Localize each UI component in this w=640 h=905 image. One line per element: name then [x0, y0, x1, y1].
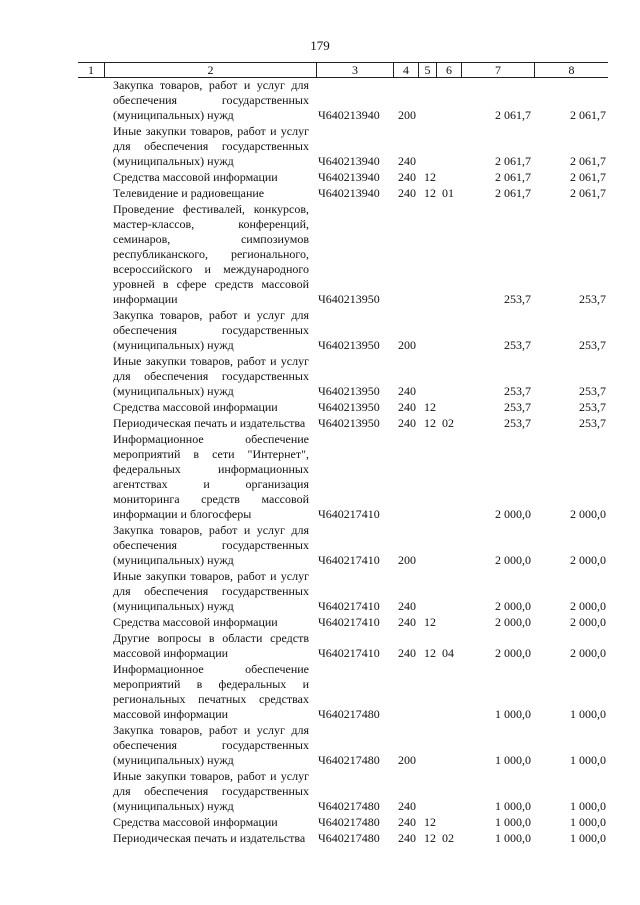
row-amount-2: 2 061,7: [570, 108, 606, 122]
row-code: Ч640217480: [318, 707, 380, 721]
row-amount-2: 2 000,0: [570, 507, 606, 521]
table-row: [78, 202, 608, 307]
column-header-5: 5: [424, 63, 431, 77]
table-row: [78, 354, 608, 399]
row-section: 12: [424, 186, 436, 200]
row-section: 12: [424, 831, 436, 845]
table-row: [78, 186, 608, 201]
row-name: Закупка товаров, работ и услуг для обеспечения государственных (муниципальных) нужд: [113, 723, 309, 767]
row-name: Средства массовой информации: [113, 400, 278, 414]
table-row: [78, 615, 608, 630]
row-expense-type: 200: [398, 338, 416, 352]
row-expense-type: 200: [398, 108, 416, 122]
table-row: [78, 769, 608, 814]
row-expense-type: 240: [398, 154, 416, 168]
row-amount-1: 2 061,7: [495, 154, 531, 168]
row-name: Другие вопросы в области средств массовой информации: [113, 631, 309, 660]
row-subsection: 02: [442, 416, 454, 430]
row-name: Периодическая печать и издательства: [113, 416, 306, 430]
row-amount-1: 2 000,0: [495, 615, 531, 629]
table-row: [78, 308, 608, 353]
column-header-6: 6: [446, 63, 452, 77]
row-code: Ч640217480: [318, 799, 380, 813]
row-amount-2: 2 061,7: [570, 170, 606, 184]
row-amount-2: 2 061,7: [570, 186, 606, 200]
table-row: [78, 569, 608, 614]
row-name: Закупка товаров, работ и услуг для обеспечения государственных (муниципальных) нужд: [113, 523, 309, 567]
row-code: Ч640213950: [318, 400, 380, 414]
row-amount-1: 2 000,0: [495, 507, 531, 521]
row-amount-1: 253,7: [504, 416, 531, 430]
column-header-4: 4: [403, 63, 409, 77]
row-section: 12: [424, 615, 436, 629]
row-amount-1: 2 000,0: [495, 646, 531, 660]
row-amount-2: 1 000,0: [570, 753, 606, 767]
table-row: [78, 662, 608, 722]
row-name: Информационное обеспечение мероприятий в федеральных и региональных печатных средствах массовой информации: [113, 662, 309, 721]
row-amount-1: 1 000,0: [495, 753, 531, 767]
row-section: 12: [424, 416, 436, 430]
row-name: Закупка товаров, работ и услуг для обеспечения государственных (муниципальных) нужд: [113, 308, 309, 352]
row-name: Средства массовой информации: [113, 170, 278, 184]
table-row: [78, 523, 608, 568]
row-amount-2: 2 000,0: [570, 599, 606, 613]
row-amount-2: 2 000,0: [570, 646, 606, 660]
row-code: Ч640213950: [318, 292, 380, 306]
row-expense-type: 240: [398, 815, 416, 829]
row-amount-2: 2 061,7: [570, 154, 606, 168]
table-row: [78, 124, 608, 169]
row-code: Ч640217410: [318, 553, 380, 567]
row-subsection: 01: [442, 186, 454, 200]
table-row: [78, 831, 608, 846]
row-expense-type: 240: [398, 831, 416, 845]
row-section: 12: [424, 646, 436, 660]
row-amount-2: 253,7: [579, 416, 606, 430]
row-name: Периодическая печать и издательства: [113, 831, 306, 845]
column-header-7: 7: [495, 63, 501, 77]
row-amount-2: 253,7: [579, 338, 606, 352]
row-expense-type: 240: [398, 186, 416, 200]
row-section: 12: [424, 170, 436, 184]
row-amount-2: 253,7: [579, 400, 606, 414]
row-code: Ч640217410: [318, 615, 380, 629]
row-amount-1: 253,7: [504, 338, 531, 352]
row-amount-1: 2 061,7: [495, 170, 531, 184]
column-header-2: 2: [207, 63, 214, 77]
row-amount-2: 253,7: [579, 292, 606, 306]
row-expense-type: 240: [398, 599, 416, 613]
page-number: 179: [310, 38, 330, 53]
row-code: Ч640217480: [318, 753, 380, 767]
row-amount-1: 2 000,0: [495, 599, 531, 613]
row-code: Ч640213950: [318, 416, 380, 430]
row-subsection: 04: [442, 646, 454, 660]
row-expense-type: 200: [398, 753, 416, 767]
row-name: Иные закупки товаров, работ и услуг для обеспечения государственных (муниципальных) нужд: [113, 769, 309, 813]
row-amount-2: 2 000,0: [570, 615, 606, 629]
table-row: [78, 78, 608, 123]
row-code: Ч640217480: [318, 831, 380, 845]
table-row: [78, 416, 608, 431]
table-row: [78, 723, 608, 768]
row-amount-1: 253,7: [504, 292, 531, 306]
column-header-1: 1: [88, 63, 94, 77]
table-row: [78, 432, 608, 522]
row-amount-1: 2 000,0: [495, 553, 531, 567]
table-body: [78, 77, 608, 846]
row-name: Иные закупки товаров, работ и услуг для обеспечения государственных (муниципальных) нужд: [113, 124, 309, 168]
row-code: Ч640213940: [318, 154, 380, 168]
row-amount-2: 253,7: [579, 384, 606, 398]
table-row: [78, 170, 608, 185]
row-name: Иные закупки товаров, работ и услуг для обеспечения государственных (муниципальных) нужд: [113, 569, 309, 613]
row-code: Ч640213950: [318, 384, 380, 398]
row-code: Ч640217410: [318, 507, 380, 521]
row-expense-type: 240: [398, 615, 416, 629]
row-expense-type: 200: [398, 553, 416, 567]
row-name: Средства массовой информации: [113, 615, 278, 629]
row-section: 12: [424, 815, 436, 829]
table-row: [78, 815, 608, 830]
row-expense-type: 240: [398, 416, 416, 430]
column-header-3: 3: [352, 63, 358, 77]
row-expense-type: 240: [398, 646, 416, 660]
row-amount-1: 2 061,7: [495, 108, 531, 122]
row-code: Ч640213950: [318, 338, 380, 352]
row-amount-2: 1 000,0: [570, 831, 606, 845]
row-code: Ч640217410: [318, 599, 380, 613]
row-amount-2: 1 000,0: [570, 707, 606, 721]
row-amount-2: 2 000,0: [570, 553, 606, 567]
row-name: Телевидение и радиовещание: [113, 186, 265, 200]
row-expense-type: 240: [398, 799, 416, 813]
row-name: Средства массовой информации: [113, 815, 278, 829]
row-code: Ч640213940: [318, 186, 380, 200]
column-header-8: 8: [568, 63, 575, 77]
row-expense-type: 240: [398, 384, 416, 398]
row-name: Информационное обеспечение мероприятий в сети "Интернет", федеральных информационных агентствах и организация мониторинга средств массовой информации и блогосферы: [113, 432, 309, 521]
row-section: 12: [424, 400, 436, 414]
table-header: [78, 62, 608, 78]
row-amount-1: 1 000,0: [495, 799, 531, 813]
row-code: Ч640217410: [318, 646, 380, 660]
row-amount-1: 253,7: [504, 400, 531, 414]
table-row: [78, 631, 608, 661]
row-amount-2: 1 000,0: [570, 815, 606, 829]
row-code: Ч640213940: [318, 170, 380, 184]
row-code: Ч640213940: [318, 108, 380, 122]
row-name: Проведение фестивалей, конкурсов, мастер-классов, конференций, семинаров, симпозиумов республиканского, регионального, всероссийского и международного уровней в сфере средств массовой информации: [113, 202, 309, 306]
row-amount-1: 1 000,0: [495, 707, 531, 721]
row-name: Закупка товаров, работ и услуг для обеспечения государственных (муниципальных) нужд: [113, 78, 309, 122]
row-amount-1: 253,7: [504, 384, 531, 398]
row-code: Ч640217480: [318, 815, 380, 829]
row-amount-1: 2 061,7: [495, 186, 531, 200]
row-amount-1: 1 000,0: [495, 815, 531, 829]
row-expense-type: 240: [398, 400, 416, 414]
row-expense-type: 240: [398, 170, 416, 184]
row-name: Иные закупки товаров, работ и услуг для обеспечения государственных (муниципальных) нужд: [113, 354, 309, 398]
row-subsection: 02: [442, 831, 454, 845]
table-row: [78, 400, 608, 415]
row-amount-1: 1 000,0: [495, 831, 531, 845]
row-amount-2: 1 000,0: [570, 799, 606, 813]
